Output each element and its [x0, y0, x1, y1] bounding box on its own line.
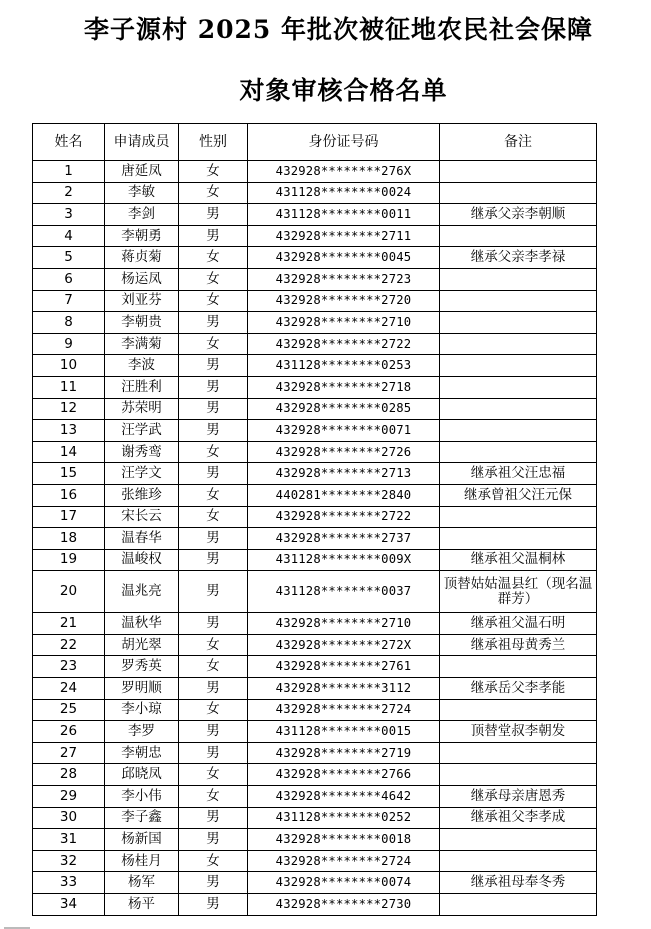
row-number-cell: 16 — [33, 484, 105, 506]
table-row — [33, 764, 597, 786]
remarks-cell: 顶替姑姑温县红（现名温群芳） — [440, 571, 597, 613]
gender-cell: 男 — [179, 204, 248, 226]
id-number-cell: 431128********0024 — [248, 182, 440, 204]
remarks-cell — [440, 742, 597, 764]
id-number-cell: 432928********4642 — [248, 786, 440, 808]
remarks-cell — [440, 699, 597, 721]
remarks-cell — [440, 528, 597, 550]
gender-cell: 男 — [179, 528, 248, 550]
remarks-cell: 继承祖父汪忠福 — [440, 463, 597, 485]
table-header-row — [33, 124, 597, 161]
table-row — [33, 549, 597, 571]
row-number-cell: 1 — [33, 161, 105, 183]
row-number-cell: 34 — [33, 894, 105, 916]
applicant-name-cell: 李敏 — [105, 182, 179, 204]
row-number-cell: 11 — [33, 376, 105, 398]
applicant-name-cell: 杨运凤 — [105, 268, 179, 290]
id-number-cell: 432928********2710 — [248, 312, 440, 334]
table-row — [33, 312, 597, 334]
gender-cell: 男 — [179, 549, 248, 571]
gender-cell: 女 — [179, 268, 248, 290]
id-number-cell: 432928********0071 — [248, 420, 440, 442]
table-row — [33, 161, 597, 183]
gender-cell: 女 — [179, 764, 248, 786]
remarks-cell — [440, 656, 597, 678]
id-number-cell: 432928********2710 — [248, 613, 440, 635]
id-number-cell: 432928********2724 — [248, 850, 440, 872]
applicant-name-cell: 李朝勇 — [105, 225, 179, 247]
id-number-cell: 432928********276X — [248, 161, 440, 183]
id-number-cell: 432928********2718 — [248, 376, 440, 398]
remarks-cell — [440, 161, 597, 183]
applicant-name-cell: 汪学武 — [105, 420, 179, 442]
remarks-cell — [440, 764, 597, 786]
row-number-cell: 25 — [33, 699, 105, 721]
header-id-number: 身份证号码 — [248, 124, 440, 161]
applicant-name-cell: 汪学文 — [105, 463, 179, 485]
header-name: 姓名 — [33, 124, 105, 161]
table-row — [33, 613, 597, 635]
table-row — [33, 699, 597, 721]
remarks-cell — [440, 850, 597, 872]
remarks-cell: 继承祖母奉冬秀 — [440, 872, 597, 894]
table-row — [33, 634, 597, 656]
table-row — [33, 247, 597, 269]
gender-cell: 女 — [179, 182, 248, 204]
header-applicant: 申请成员 — [105, 124, 179, 161]
applicant-name-cell: 邱晓凤 — [105, 764, 179, 786]
id-number-cell: 432928********2726 — [248, 441, 440, 463]
row-number-cell: 6 — [33, 268, 105, 290]
id-number-cell: 431128********0252 — [248, 807, 440, 829]
applicant-name-cell: 刘亚芬 — [105, 290, 179, 312]
remarks-cell: 继承祖母黄秀兰 — [440, 634, 597, 656]
row-number-cell: 26 — [33, 721, 105, 743]
applicant-name-cell: 罗秀英 — [105, 656, 179, 678]
table-row — [33, 290, 597, 312]
applicant-name-cell: 蒋贞菊 — [105, 247, 179, 269]
row-number-cell: 27 — [33, 742, 105, 764]
id-number-cell: 432928********2737 — [248, 528, 440, 550]
table-row — [33, 721, 597, 743]
gender-cell: 男 — [179, 742, 248, 764]
gender-cell: 男 — [179, 678, 248, 700]
row-number-cell: 21 — [33, 613, 105, 635]
applicant-name-cell: 李罗 — [105, 721, 179, 743]
table-row — [33, 742, 597, 764]
id-number-cell: 432928********2719 — [248, 742, 440, 764]
row-number-cell: 8 — [33, 312, 105, 334]
gender-cell: 男 — [179, 398, 248, 420]
document-title-line-2: 对象审核合格名单 — [239, 76, 448, 105]
row-number-cell: 22 — [33, 634, 105, 656]
id-number-cell: 432928********2722 — [248, 333, 440, 355]
table-row — [33, 656, 597, 678]
applicant-name-cell: 张维珍 — [105, 484, 179, 506]
applicant-name-cell: 李小伟 — [105, 786, 179, 808]
applicant-name-cell: 杨军 — [105, 872, 179, 894]
id-number-cell: 432928********2713 — [248, 463, 440, 485]
gender-cell: 女 — [179, 290, 248, 312]
row-number-cell: 3 — [33, 204, 105, 226]
remarks-cell — [440, 829, 597, 851]
id-number-cell: 432928********2730 — [248, 894, 440, 916]
gender-cell: 女 — [179, 161, 248, 183]
applicant-name-cell: 李朝贵 — [105, 312, 179, 334]
remarks-cell — [440, 225, 597, 247]
id-number-cell: 432928********0074 — [248, 872, 440, 894]
table-row — [33, 872, 597, 894]
applicant-name-cell: 李满菊 — [105, 333, 179, 355]
gender-cell: 女 — [179, 506, 248, 528]
row-number-cell: 7 — [33, 290, 105, 312]
gender-cell: 男 — [179, 721, 248, 743]
row-number-cell: 30 — [33, 807, 105, 829]
table-row — [33, 528, 597, 550]
table-row — [33, 355, 597, 377]
applicant-name-cell: 李子鑫 — [105, 807, 179, 829]
applicant-name-cell: 杨桂月 — [105, 850, 179, 872]
applicant-name-cell: 罗明顺 — [105, 678, 179, 700]
row-number-cell: 33 — [33, 872, 105, 894]
id-number-cell: 432928********2761 — [248, 656, 440, 678]
id-number-cell: 440281********2840 — [248, 484, 440, 506]
applicant-name-cell: 李小琼 — [105, 699, 179, 721]
table-row — [33, 506, 597, 528]
row-number-cell: 24 — [33, 678, 105, 700]
applicant-name-cell: 温秋华 — [105, 613, 179, 635]
applicant-name-cell: 胡光翠 — [105, 634, 179, 656]
table-row — [33, 571, 597, 613]
table-row — [33, 484, 597, 506]
remarks-cell — [440, 290, 597, 312]
header-gender: 性别 — [179, 124, 248, 161]
id-number-cell: 432928********2720 — [248, 290, 440, 312]
remarks-cell: 继承岳父李孝能 — [440, 678, 597, 700]
row-number-cell: 19 — [33, 549, 105, 571]
approved-list-table — [32, 123, 597, 916]
remarks-cell — [440, 506, 597, 528]
remarks-cell: 继承祖父温石明 — [440, 613, 597, 635]
table-row — [33, 333, 597, 355]
id-number-cell: 432928********2711 — [248, 225, 440, 247]
document-title-line-1: 李子源村 2025 年批次被征地农民社会保障 — [84, 15, 593, 44]
applicant-name-cell: 杨平 — [105, 894, 179, 916]
gender-cell: 女 — [179, 699, 248, 721]
applicant-name-cell: 温兆亮 — [105, 571, 179, 613]
gender-cell: 女 — [179, 247, 248, 269]
remarks-cell: 顶替堂叔李朝发 — [440, 721, 597, 743]
id-number-cell: 432928********2722 — [248, 506, 440, 528]
row-number-cell: 23 — [33, 656, 105, 678]
remarks-cell — [440, 333, 597, 355]
table-row — [33, 204, 597, 226]
row-number-cell: 31 — [33, 829, 105, 851]
gender-cell: 男 — [179, 829, 248, 851]
remarks-cell — [440, 182, 597, 204]
row-number-cell: 10 — [33, 355, 105, 377]
applicant-name-cell: 宋长云 — [105, 506, 179, 528]
remarks-cell — [440, 420, 597, 442]
gender-cell: 女 — [179, 484, 248, 506]
gender-cell: 女 — [179, 333, 248, 355]
table-row — [33, 182, 597, 204]
id-number-cell: 431128********009X — [248, 549, 440, 571]
table-row — [33, 398, 597, 420]
gender-cell: 男 — [179, 872, 248, 894]
table-row — [33, 894, 597, 916]
row-number-cell: 9 — [33, 333, 105, 355]
id-number-cell: 431128********0011 — [248, 204, 440, 226]
remarks-cell: 继承父亲李孝禄 — [440, 247, 597, 269]
id-number-cell: 432928********3112 — [248, 678, 440, 700]
gender-cell: 男 — [179, 225, 248, 247]
remarks-cell: 继承父亲李朝顺 — [440, 204, 597, 226]
id-number-cell: 432928********0285 — [248, 398, 440, 420]
remarks-cell: 继承祖父温桐林 — [440, 549, 597, 571]
row-number-cell: 15 — [33, 463, 105, 485]
applicant-name-cell: 杨新国 — [105, 829, 179, 851]
id-number-cell: 432928********2766 — [248, 764, 440, 786]
gender-cell: 女 — [179, 634, 248, 656]
id-number-cell: 431128********0015 — [248, 721, 440, 743]
applicant-name-cell: 李朝忠 — [105, 742, 179, 764]
applicant-name-cell: 李波 — [105, 355, 179, 377]
gender-cell: 女 — [179, 656, 248, 678]
applicant-name-cell: 汪胜利 — [105, 376, 179, 398]
table-row — [33, 268, 597, 290]
table-row — [33, 678, 597, 700]
table-row — [33, 807, 597, 829]
table-row — [33, 441, 597, 463]
table-row — [33, 225, 597, 247]
table-row — [33, 420, 597, 442]
gender-cell: 男 — [179, 807, 248, 829]
remarks-cell — [440, 312, 597, 334]
remarks-cell: 继承祖父李孝成 — [440, 807, 597, 829]
id-number-cell: 432928********2724 — [248, 699, 440, 721]
gender-cell: 男 — [179, 355, 248, 377]
gender-cell: 男 — [179, 571, 248, 613]
table-row — [33, 786, 597, 808]
gender-cell: 男 — [179, 376, 248, 398]
row-number-cell: 18 — [33, 528, 105, 550]
remarks-cell — [440, 398, 597, 420]
row-number-cell: 13 — [33, 420, 105, 442]
row-number-cell: 12 — [33, 398, 105, 420]
id-number-cell: 432928********0045 — [248, 247, 440, 269]
row-number-cell: 32 — [33, 850, 105, 872]
table-row — [33, 463, 597, 485]
remarks-cell — [440, 441, 597, 463]
remarks-cell — [440, 894, 597, 916]
id-number-cell: 431128********0253 — [248, 355, 440, 377]
row-number-cell: 5 — [33, 247, 105, 269]
applicant-name-cell: 温峻权 — [105, 549, 179, 571]
gender-cell: 女 — [179, 850, 248, 872]
row-number-cell: 4 — [33, 225, 105, 247]
row-number-cell: 29 — [33, 786, 105, 808]
id-number-cell: 432928********2723 — [248, 268, 440, 290]
table-row — [33, 376, 597, 398]
applicant-name-cell: 李剑 — [105, 204, 179, 226]
remarks-cell — [440, 355, 597, 377]
remarks-cell — [440, 376, 597, 398]
table-row — [33, 829, 597, 851]
gender-cell: 男 — [179, 463, 248, 485]
id-number-cell: 431128********0037 — [248, 571, 440, 613]
id-number-cell: 432928********0018 — [248, 829, 440, 851]
applicant-name-cell: 唐延凤 — [105, 161, 179, 183]
applicant-name-cell: 温春华 — [105, 528, 179, 550]
id-number-cell: 432928********272X — [248, 634, 440, 656]
gender-cell: 男 — [179, 312, 248, 334]
remarks-cell: 继承母亲唐恩秀 — [440, 786, 597, 808]
row-number-cell: 17 — [33, 506, 105, 528]
row-number-cell: 28 — [33, 764, 105, 786]
gender-cell: 女 — [179, 441, 248, 463]
row-number-cell: 20 — [33, 571, 105, 613]
row-number-cell: 14 — [33, 441, 105, 463]
gender-cell: 女 — [179, 786, 248, 808]
gender-cell: 男 — [179, 894, 248, 916]
header-remarks: 备注 — [440, 124, 597, 161]
remarks-cell — [440, 268, 597, 290]
applicant-name-cell: 谢秀鸾 — [105, 441, 179, 463]
remarks-cell: 继承曾祖父汪元保 — [440, 484, 597, 506]
gender-cell: 男 — [179, 420, 248, 442]
gender-cell: 男 — [179, 613, 248, 635]
table-row — [33, 850, 597, 872]
row-number-cell: 2 — [33, 182, 105, 204]
applicant-name-cell: 苏荣明 — [105, 398, 179, 420]
